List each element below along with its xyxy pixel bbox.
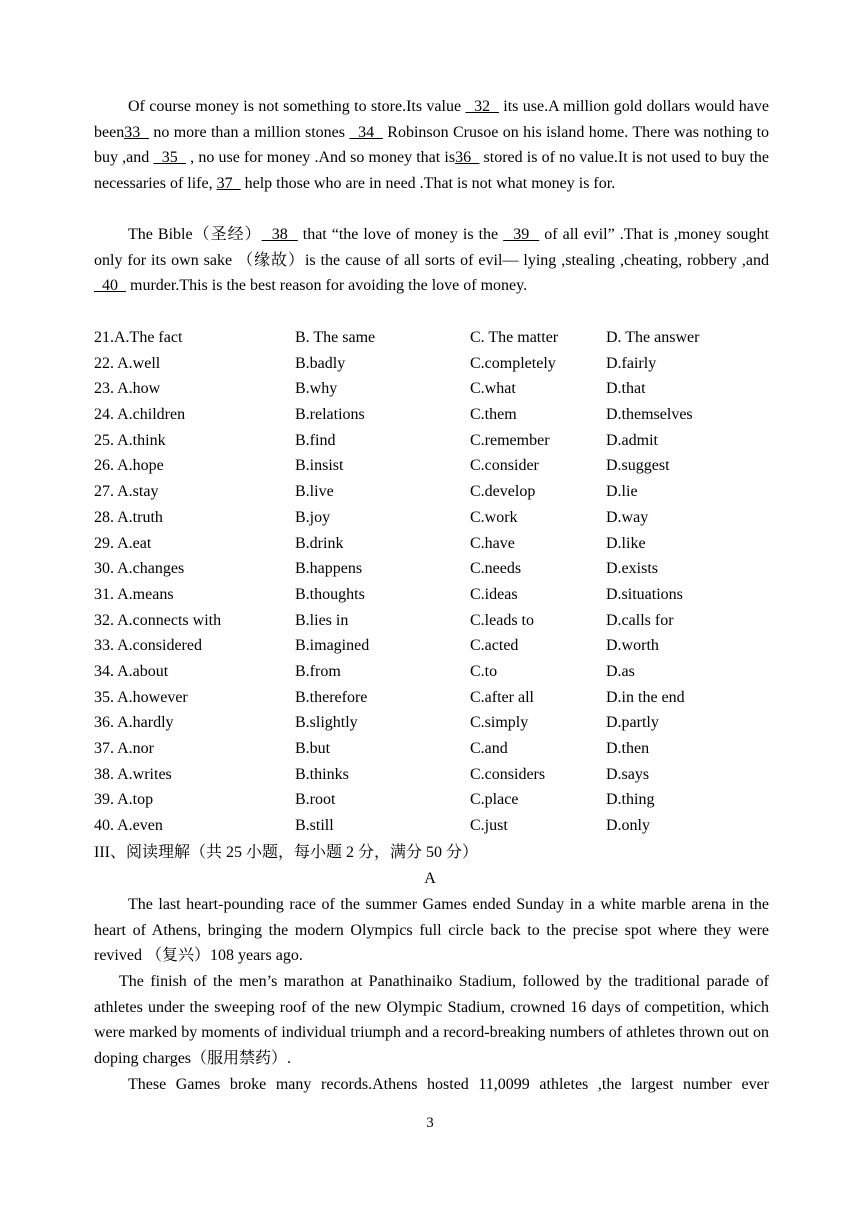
option-c: C.to (470, 662, 498, 680)
passage-paragraph-1 (94, 892, 769, 969)
text-run: stored is of no value.It is not used to buy the necessaries of life, (94, 149, 770, 193)
option-a: 29. A.eat (94, 534, 152, 552)
text-run: The finish of the men’s marathon at Panathinaiko Stadium, followed by the traditional parade of athletes under the sweeping roof of the new Olympic Stadium, crowned 16 days of competition, which were marked by moments of individual triumph and a record-breaking numbers of athletes thrown out on doping charges（服用禁药）. (94, 973, 769, 1068)
option-b: B.live (295, 483, 334, 501)
option-row (94, 736, 794, 762)
option-d: D.fairly (606, 354, 657, 372)
option-b: B.imagined (295, 637, 370, 655)
option-c: C.them (470, 406, 517, 424)
blank-40: 40 (94, 277, 126, 295)
text-run: , no use for money .And so money that is (186, 149, 456, 167)
option-b: B.still (295, 817, 334, 835)
option-b: B.relations (295, 406, 365, 424)
blank-39: 39 (503, 226, 540, 243)
option-row (94, 453, 794, 479)
answer-options-list (94, 325, 794, 839)
option-a: 37. A.nor (94, 740, 154, 757)
option-c: C.and (470, 740, 508, 757)
option-row (94, 582, 794, 608)
option-a: 38. A.writes (94, 765, 172, 783)
option-c: C.work (470, 508, 518, 526)
option-d: D.suggest (606, 457, 670, 475)
option-row (94, 531, 794, 557)
option-a: 26. A.hope (94, 457, 164, 475)
option-b: B.lies in (295, 611, 349, 629)
option-d: D.as (606, 662, 635, 680)
option-c: C.have (470, 534, 515, 552)
text-run: that “the love of money is the (297, 226, 504, 243)
option-d: D.in the end (606, 688, 685, 706)
blank-37: 37 (216, 175, 241, 193)
option-c: C.remember (470, 431, 550, 449)
option-a: 24. A.children (94, 406, 186, 424)
option-d: D.situations (606, 585, 683, 603)
option-a: 36. A.hardly (94, 714, 174, 732)
option-a: 32. A.connects with (94, 611, 222, 629)
option-a: 39. A.top (94, 791, 154, 809)
blank-33: 33 (124, 123, 149, 141)
text-run: help those who are in need .That is not what money is for. (240, 175, 616, 193)
passage-paragraph-3 (94, 1072, 769, 1098)
option-a: 34. A.about (94, 662, 169, 680)
blank-34: 34 (349, 123, 383, 141)
text-run: Of course money is not something to store.Its value (128, 98, 466, 115)
option-row (94, 479, 794, 505)
option-d: D.says (606, 765, 650, 783)
option-c: C.needs (470, 560, 522, 578)
option-a: 35. A.however (94, 688, 188, 706)
blank-38: 38 (261, 226, 298, 243)
option-a: 28. A.truth (94, 508, 163, 526)
option-d: D.lie (606, 483, 638, 501)
option-d: D.exists (606, 560, 658, 578)
option-b: B.find (295, 431, 336, 449)
option-c: C.ideas (470, 585, 518, 603)
option-d: D. The answer (606, 329, 700, 346)
option-c: C.acted (470, 637, 519, 655)
option-b: B.badly (295, 354, 346, 372)
option-a: 27. A.stay (94, 483, 159, 501)
option-c: C.leads to (470, 611, 534, 629)
option-row (94, 556, 794, 582)
option-row (94, 813, 794, 839)
option-c: C.considers (470, 765, 546, 783)
option-b: B.insist (295, 457, 344, 475)
option-a: 23. A.how (94, 380, 161, 398)
option-row (94, 376, 794, 402)
option-c: C.what (470, 380, 516, 398)
option-b: B.thinks (295, 765, 349, 783)
passage-label: A (424, 870, 436, 887)
option-row (94, 710, 794, 736)
passage-paragraph-2 (94, 969, 769, 1072)
option-d: D.way (606, 508, 649, 526)
option-b: B.from (295, 662, 341, 680)
option-row (94, 505, 794, 531)
blank-36: 36 (455, 149, 480, 167)
option-b: B.thoughts (295, 585, 365, 603)
option-d: D.partly (606, 714, 659, 732)
option-row (94, 402, 794, 428)
option-row (94, 762, 794, 788)
cloze-paragraph-2 (94, 222, 769, 299)
option-a: 25. A.think (94, 431, 166, 449)
option-c: C.place (470, 791, 519, 809)
option-d: D.only (606, 817, 650, 835)
text-run: These Games broke many records.Athens hosted 11,0099 athletes ,the largest number ever (128, 1076, 769, 1093)
option-row (94, 608, 794, 634)
text-run: The last heart-pounding race of the summer Games ended Sunday in a white marble arena in the heart of Athens, bringing the modern Olympics full circle back to the precise spot where they were revived （复兴）108 years ago. (94, 896, 769, 965)
text-run: Robinson Crusoe on his island home. There was nothing to buy ,and (94, 123, 770, 167)
option-d: D.thing (606, 791, 655, 809)
option-d: D.worth (606, 637, 659, 655)
option-a: 22. A.well (94, 354, 161, 372)
option-c: C.develop (470, 483, 536, 501)
option-row (94, 685, 794, 711)
option-c: C.completely (470, 354, 556, 372)
option-d: D.admit (606, 431, 658, 449)
text-run: its use.A million gold dollars would have been (94, 98, 770, 141)
text-run: The Bible（圣经） (128, 226, 262, 243)
option-row (94, 633, 794, 659)
option-row (94, 659, 794, 685)
option-a: 30. A.changes (94, 560, 185, 578)
option-b: B.therefore (295, 688, 368, 706)
option-b: B.drink (295, 534, 344, 552)
blank-32: 32 (465, 98, 499, 115)
option-c: C.after all (470, 688, 534, 706)
cloze-paragraph-1 (94, 94, 769, 197)
option-d: D.like (606, 534, 646, 552)
option-b: B.happens (295, 560, 363, 578)
option-a: 33. A.considered (94, 637, 202, 655)
option-d: D.then (606, 740, 650, 757)
option-b: B. The same (295, 329, 376, 346)
option-d: D.calls for (606, 611, 674, 629)
option-c: C.consider (470, 457, 539, 475)
blank-35: 35 (153, 149, 187, 167)
option-c: C.just (470, 817, 508, 835)
page-number: 3 (426, 1115, 434, 1131)
option-a: 40. A.even (94, 817, 163, 835)
option-c: C. The matter (470, 329, 559, 346)
option-a: 21.A.The fact (94, 329, 183, 346)
option-row (94, 787, 794, 813)
option-d: D.that (606, 380, 646, 398)
section-title: III、阅读理解（共 25 小题，每小题 2 分，满分 50 分） (94, 844, 478, 861)
option-b: B.why (295, 380, 338, 398)
text-run: murder.This is the best reason for avoiding the love of money. (126, 277, 528, 295)
option-d: D.themselves (606, 406, 693, 424)
option-row (94, 428, 794, 454)
option-a: 31. A.means (94, 585, 174, 603)
text-run: no more than a million stones (148, 123, 350, 141)
text-run: of all evil” .That is ,money sought only for its own sake （缘故）is the cause of all sorts of evil— lying ,stealing ,cheating, robbery ,and (94, 226, 770, 269)
option-c: C.simply (470, 714, 529, 732)
option-row (94, 325, 794, 351)
option-b: B.root (295, 791, 336, 809)
option-b: B.but (295, 740, 331, 757)
option-b: B.slightly (295, 714, 358, 732)
option-row (94, 351, 794, 377)
option-b: B.joy (295, 508, 331, 526)
